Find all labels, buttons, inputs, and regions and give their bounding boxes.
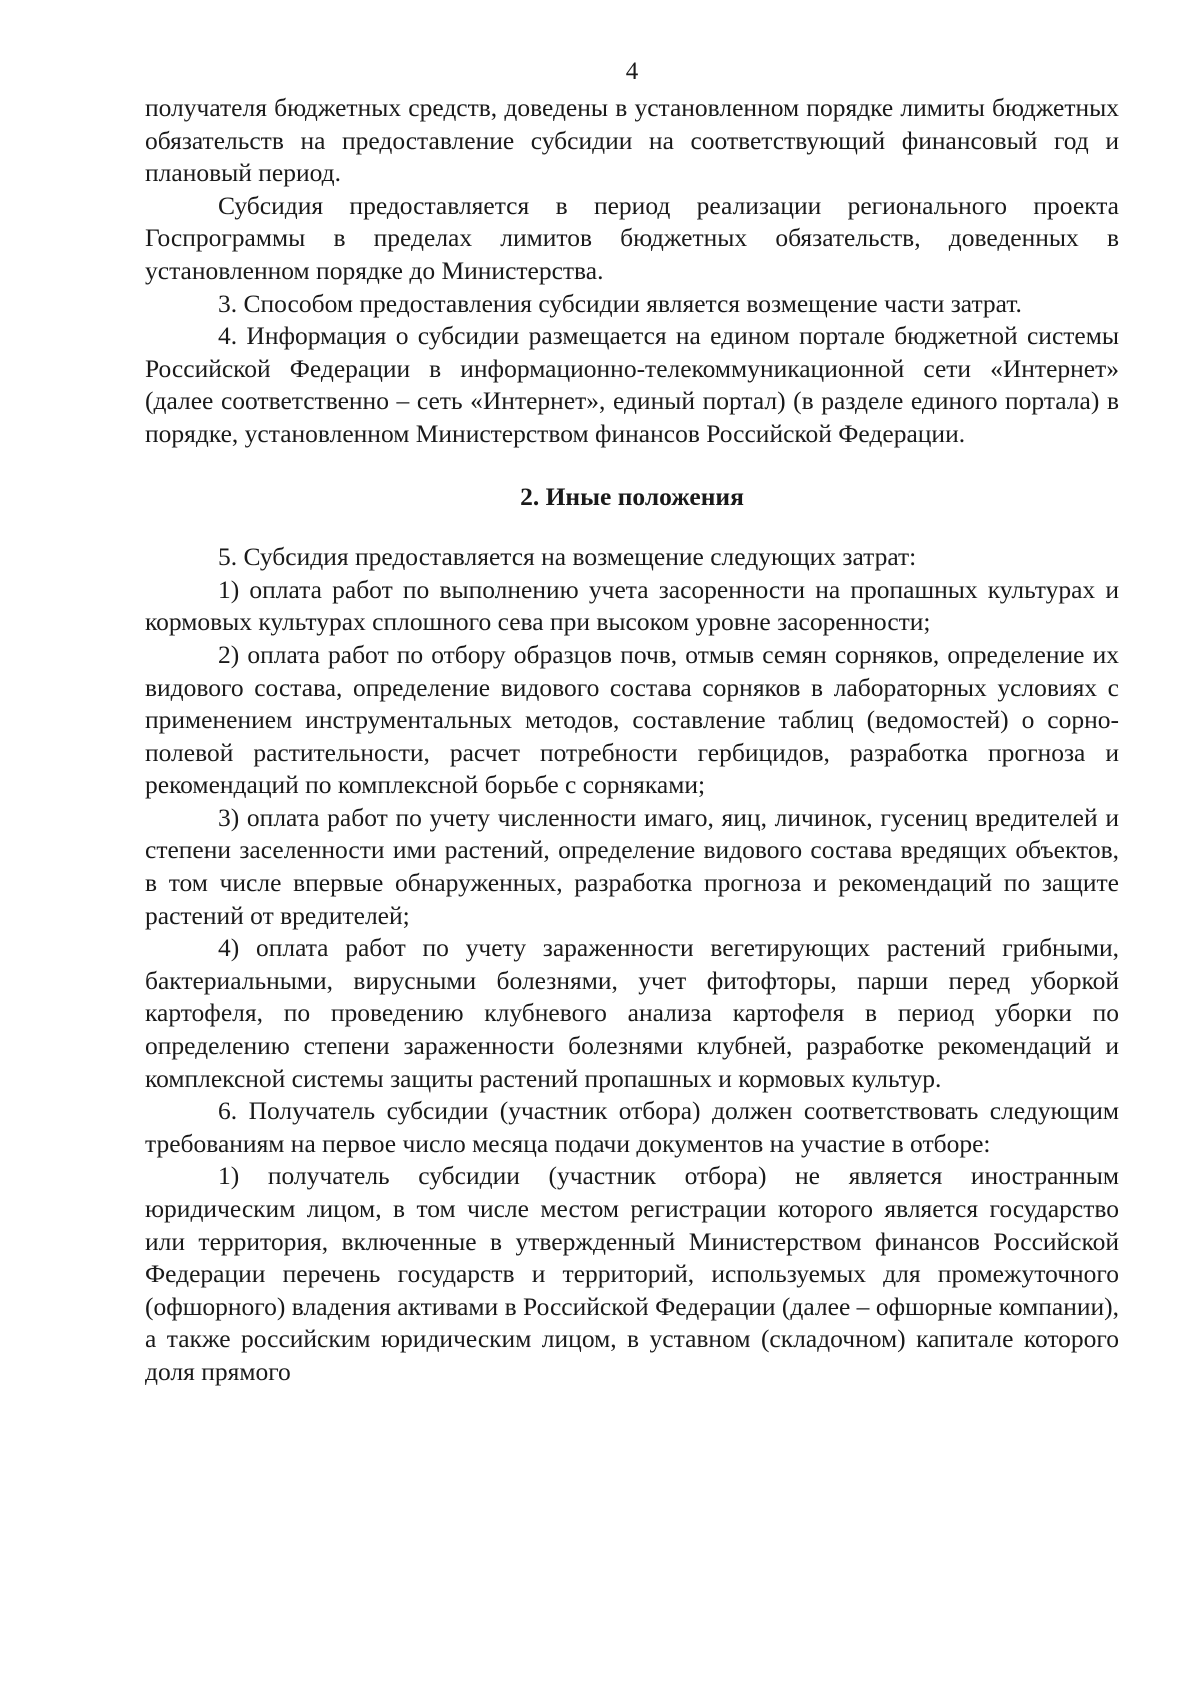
section-heading: 2. Иные положения: [520, 481, 744, 511]
paragraph-item-5-3: 3) оплата работ по учету численности имаго, яиц, личинок, гусениц вредителей и степени заселенности ими растений, определение видового состава вредящих объектов, в том числе впервые обнаруженных, разработка прогноза и рекомендаций по защите растений от вредителей;: [145, 802, 1119, 930]
document-page: [145, 56, 1119, 1389]
paragraph-subsidy-period: Субсидия предоставляется в период реализации регионального проекта Госпрограммы в пределах лимитов бюджетных обязательств, доведенных в установленном порядке до Министерства.: [145, 190, 1119, 285]
paragraph-item-6: 6. Получатель субсидии (участник отбора) должен соответствовать следующим требованиям на первое число месяца подачи документов на участие в отборе:: [145, 1096, 1119, 1158]
paragraph-item-5-4: 4) оплата работ по учету зараженности вегетирующих растений грибными, бактериальными, вирусными болезнями, учет фитофторы, парши перед уборкой картофеля, по проведению клубневого анализа картофеля в период уборки по определению степени зараженности болезнями клубней, разработке рекомендаций и комплексной системы защиты растений пропашных и кормовых культур.: [145, 933, 1119, 1093]
paragraph-item-5-2: 2) оплата работ по отбору образцов почв, отмыв семян сорняков, определение их видового состава, определение видового состава сорняков в лабораторных условиях с применением инструментальных методов, составление таблиц (ведомостей) о сорно-полевой растительности, расчет потребности гербицидов, разработка прогноза и рекомендаций по комплексной борьбе с сорняками;: [145, 639, 1119, 800]
paragraph-continuation: получателя бюджетных средств, доведены в установленном порядке лимиты бюджетных обязательств на предоставление субсидии на соответствующий финансовый год и плановый период.: [145, 93, 1119, 188]
paragraph-item-3: 3. Способом предоставления субсидии является возмещение части затрат.: [218, 288, 1022, 318]
paragraph-item-5: 5. Субсидия предоставляется на возмещение следующих затрат:: [218, 542, 917, 572]
paragraph-item-6-1: 1) получатель субсидии (участник отбора) не является иностранным юридическим лицом, в том числе местом регистрации которого является государство или территория, включенные в утвержденный Министерством финансов Российской Федерации перечень государств и территорий, используемых для промежуточного (офшорного) владения активами в Российской Федерации (далее – офшорные компании), а также российским юридическим лицом, в уставном (складочном) капитале которого доля прямого: [145, 1161, 1119, 1386]
page-number: 4: [625, 58, 639, 85]
paragraph-item-5-1: 1) оплата работ по выполнению учета засоренности на пропашных культурах и кормовых культурах сплошного сева при высоком уровне засоренности;: [145, 574, 1119, 637]
paragraph-item-4: 4. Информация о субсидии размещается на едином портале бюджетной системы Российской Федерации в информационно-телекоммуникационной сети «Интернет» (далее соответственно – сеть «Интернет», единый портал) (в разделе единого портала) в порядке, установленном Министерством финансов Российской Федерации.: [145, 321, 1119, 448]
